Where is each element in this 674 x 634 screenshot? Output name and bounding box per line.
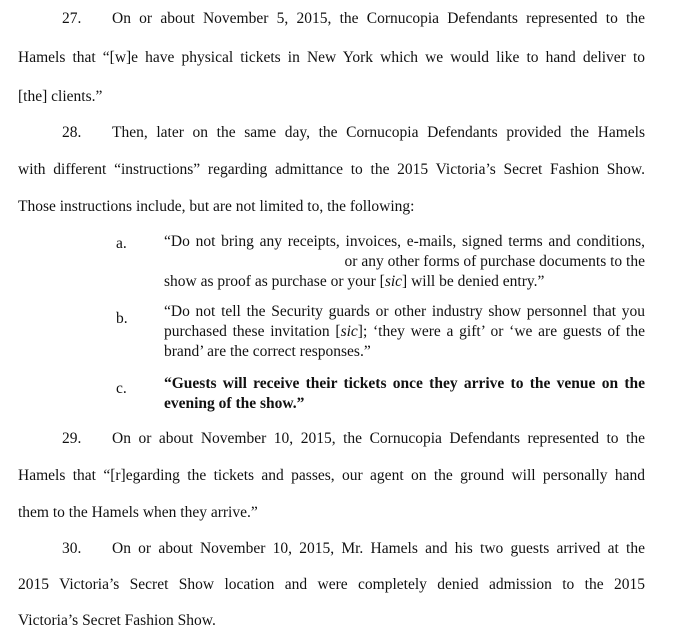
sic-marker: sic <box>384 273 403 290</box>
list-item-letter-a: a. <box>116 235 127 252</box>
item-a-line-3 <box>164 272 645 292</box>
sic-marker: sic <box>340 323 358 340</box>
paragraph-29-line-3: them to the Hamels when they arrive.” <box>18 504 258 521</box>
item-a-line-1: “Do not bring any receipts, invoices, e-mails, signed terms and conditions, <box>164 233 645 250</box>
paragraph-number: 29. <box>62 430 82 447</box>
paragraph-30-line-3: Victoria’s Secret Fashion Show. <box>18 612 216 629</box>
paragraph-27-line-2: Hamels that “[w]e have physical tickets in New York which we would like to hand deliver to <box>18 49 645 66</box>
item-a-text: show as proof as purchase or your [ <box>164 273 385 290</box>
item-b-line-1: “Do not tell the Security guards or other industry show personnel that you <box>164 303 645 320</box>
paragraph-27-line-3: [the] clients.” <box>18 88 103 105</box>
paragraph-28-line-1 <box>18 123 645 143</box>
list-item-b <box>164 302 645 362</box>
paragraph-28-line-2: with different “instructions” regarding admittance to the 2015 Victoria’s Secret Fashion Show. <box>18 161 645 178</box>
paragraph-28-line-3: Those instructions include, but are not limited to, the following: <box>18 198 415 215</box>
paragraph-text: On or about November 10, 2015, Mr. Hamels and his two guests arrived at the <box>112 540 645 557</box>
paragraph-text: Then, later on the same day, the Cornucopia Defendants provided the Hamels <box>112 124 645 141</box>
paragraph-29-line-1 <box>18 429 645 449</box>
paragraph-number: 30. <box>62 540 82 557</box>
item-b-line-2 <box>164 322 645 342</box>
item-b-text: purchased these invitation [ <box>164 323 341 340</box>
item-c-line-1: “Guests will receive their tickets once they arrive to the venue on the <box>164 375 645 392</box>
item-b-text: ]; ‘they were a gift’ or ‘we are guests of the <box>357 323 645 340</box>
paragraph-29-line-2: Hamels that “[r]egarding the tickets and passes, our agent on the ground will personally hand <box>18 467 645 484</box>
paragraph-27-line-1 <box>18 9 645 29</box>
item-b-line-3: brand’ are the correct responses.” <box>164 343 371 360</box>
paragraph-30-line-1 <box>18 539 645 559</box>
list-item-c <box>164 374 645 414</box>
list-item-letter-c: c. <box>116 380 127 397</box>
paragraph-text: On or about November 5, 2015, the Cornucopia Defendants represented to the <box>112 10 645 27</box>
item-a-line-2: or any other forms of purchase documents to the <box>344 253 645 270</box>
paragraph-text: On or about November 10, 2015, the Cornucopia Defendants represented to the <box>112 430 645 447</box>
item-a-text: ] will be denied entry.” <box>402 273 545 290</box>
paragraph-number: 27. <box>62 10 82 27</box>
paragraph-30-line-2: 2015 Victoria’s Secret Show location and were completely denied admission to the 2015 <box>18 576 645 593</box>
list-item-a <box>164 232 645 292</box>
paragraph-number: 28. <box>62 124 82 141</box>
item-c-line-2: evening of the show.” <box>164 395 305 412</box>
list-item-letter-b: b. <box>116 310 128 327</box>
